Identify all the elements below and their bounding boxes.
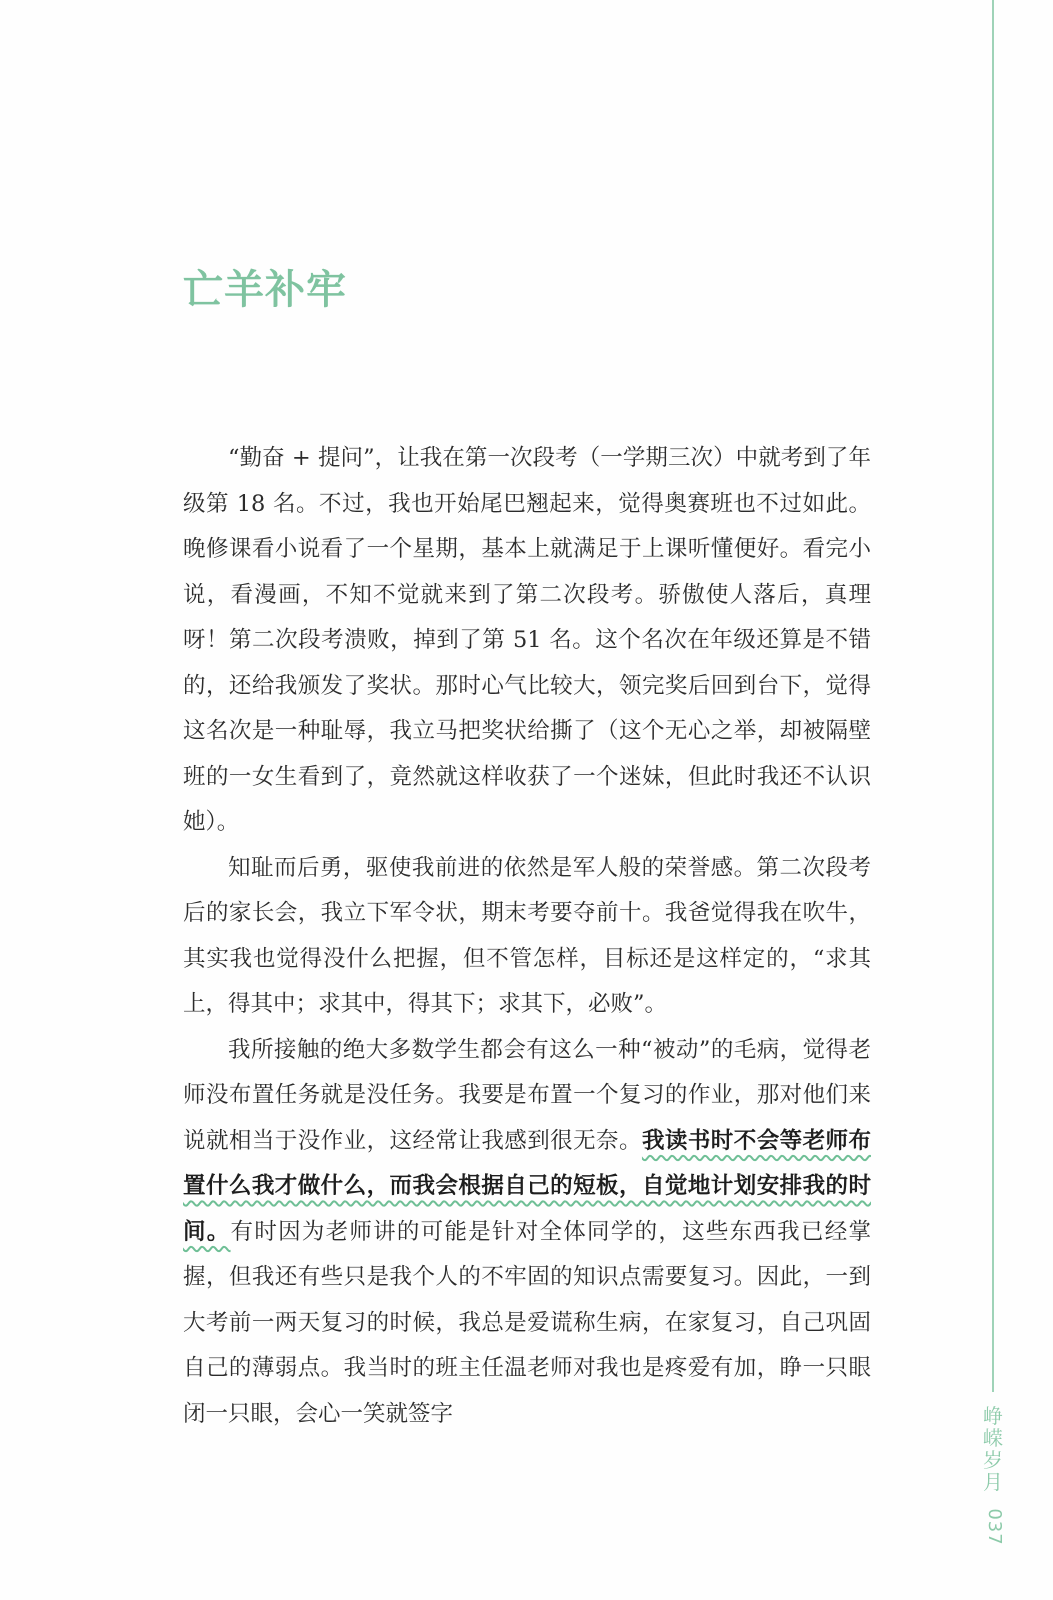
margin-rule xyxy=(992,0,994,1370)
page-number: 037 xyxy=(984,1508,1005,1546)
paragraph-3-start: 我所接触的绝大多数学生都会有这么一种“被动”的毛病，觉得老师没布置任务就是没任务。我要是布置一个复习的作业，那对他们来说就相当于没作业，这经常让我感到很无奈。 xyxy=(183,1036,871,1154)
chapter-title: 亡羊补牢 xyxy=(183,266,347,313)
paragraph-3-end: 有时因为老师讲的可能是针对全体同学的，这些东西我已经掌握，但我还有些只是我个人的不牢固的知识点需要复习。因此，一到大考前一两天复习的时候，我总是爱谎称生病，在家复习，自己巩固自己的薄弱点。我当时的班主任温老师对我也是疼爱有加，睁一只眼闭一只眼，会心一笑就签字 xyxy=(183,1218,871,1427)
paragraph-1: “勤奋 + 提问”，让我在第一次段考（一学期三次）中就考到了年级第 18 名。不过，我也开始尾巴翘起来，觉得奥赛班也不过如此。晚修课看小说看了一个星期，基本上就满足于上课听懂便好。看完小说，看漫画，不知不觉就来到了第二次段考。骄傲使人落后，真理呀！第二次段考溃败，掉到了第 51 名。这个名次在年级还算是不错的，还给我颁发了奖状。那时心气比较大，领完奖后回到台下，觉得这名次是一种耻辱，我立马把奖状给撕了（这个无心之举，却被隔壁班的一女生看到了，竟然就这样收获了一个迷妹，但此时我还不认识她）。 xyxy=(183,445,871,835)
running-head: 峥嵘岁月 xyxy=(983,1404,1003,1494)
body-text xyxy=(183,436,871,1437)
paragraph-2: 知耻而后勇，驱使我前进的依然是军人般的荣誉感。第二次段考后的家长会，我立下军令状，期末考要夺前十。我爸觉得我在吹牛，其实我也觉得没什么把握，但不管怎样，目标还是这样定的，“求其上，得其中；求其中，得其下；求其下，必败”。 xyxy=(183,854,871,1017)
emphasized-sentence: 我读书时不会等老师布置什么我才做什么，而我会根据自己的短板，自觉地计划安排我的时间。 xyxy=(183,1127,871,1245)
margin-rule-tick xyxy=(992,1370,994,1392)
paragraph-3 xyxy=(183,1028,871,1438)
